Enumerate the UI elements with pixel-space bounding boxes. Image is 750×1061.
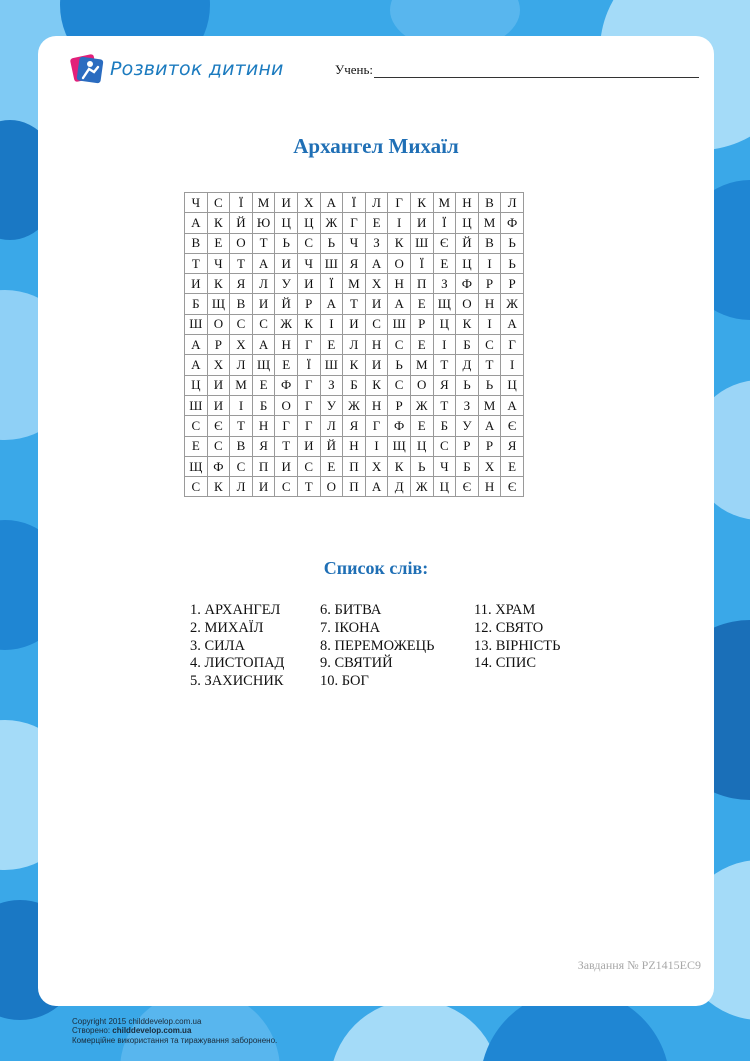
grid-cell[interactable]: К <box>343 355 366 375</box>
grid-cell[interactable]: Ї <box>230 193 253 213</box>
grid-cell[interactable]: Ж <box>320 213 343 233</box>
grid-cell[interactable]: И <box>365 355 388 375</box>
grid-cell[interactable]: Н <box>388 274 411 294</box>
grid-cell[interactable]: П <box>343 456 366 476</box>
grid-cell[interactable]: Щ <box>207 294 230 314</box>
grid-cell[interactable]: Ц <box>275 213 298 233</box>
grid-cell[interactable]: Ч <box>185 193 208 213</box>
grid-cell[interactable]: І <box>478 314 501 334</box>
grid-cell[interactable]: Ж <box>410 477 433 497</box>
grid-cell[interactable]: Р <box>207 335 230 355</box>
grid-cell[interactable]: А <box>365 477 388 497</box>
grid-cell[interactable]: Р <box>388 395 411 415</box>
grid-cell[interactable]: Ч <box>207 253 230 273</box>
grid-cell[interactable]: Ш <box>410 233 433 253</box>
grid-cell[interactable]: Ж <box>343 395 366 415</box>
grid-cell[interactable]: К <box>456 314 479 334</box>
grid-cell[interactable]: Т <box>252 233 275 253</box>
grid-cell[interactable]: Е <box>410 335 433 355</box>
grid-cell[interactable]: Е <box>365 213 388 233</box>
grid-cell[interactable]: Р <box>478 436 501 456</box>
grid-cell[interactable]: И <box>365 294 388 314</box>
grid-cell[interactable]: І <box>230 395 253 415</box>
word-list-column <box>320 602 434 691</box>
grid-cell[interactable]: П <box>252 456 275 476</box>
grid-cell[interactable]: Т <box>297 477 320 497</box>
brand-name: Розвиток дитини <box>110 58 284 80</box>
grid-cell[interactable]: Є <box>456 477 479 497</box>
grid-cell[interactable]: М <box>410 355 433 375</box>
grid-cell[interactable]: С <box>185 416 208 436</box>
grid-cell[interactable]: Ц <box>185 375 208 395</box>
grid-cell[interactable]: Ф <box>456 274 479 294</box>
grid-cell[interactable]: Є <box>207 416 230 436</box>
grid-cell[interactable]: Ь <box>320 233 343 253</box>
grid-cell[interactable]: І <box>433 335 456 355</box>
word-list-column <box>474 602 560 673</box>
grid-cell[interactable]: А <box>388 294 411 314</box>
grid-cell[interactable]: Ч <box>297 253 320 273</box>
grid-cell[interactable]: Е <box>275 355 298 375</box>
child-develop-logo-icon <box>70 52 104 86</box>
grid-cell[interactable]: Т <box>185 253 208 273</box>
grid-cell[interactable]: Е <box>320 456 343 476</box>
grid-cell[interactable]: Е <box>207 233 230 253</box>
grid-cell[interactable]: А <box>320 294 343 314</box>
worksheet-page <box>38 36 714 1006</box>
grid-cell[interactable]: Ь <box>275 233 298 253</box>
grid-cell[interactable]: Б <box>343 375 366 395</box>
grid-cell[interactable]: Т <box>433 395 456 415</box>
word-list-item: 14. СПИС <box>474 655 537 672</box>
grid-cell[interactable]: Е <box>501 456 524 476</box>
grid-cell[interactable]: Я <box>501 436 524 456</box>
grid-cell[interactable]: Я <box>230 274 253 294</box>
grid-row <box>185 416 524 436</box>
grid-cell[interactable]: Ш <box>185 314 208 334</box>
grid-cell[interactable]: Е <box>185 436 208 456</box>
grid-cell[interactable]: К <box>388 456 411 476</box>
brand-logo <box>70 52 284 86</box>
grid-cell[interactable]: Х <box>365 274 388 294</box>
grid-cell[interactable]: Й <box>275 294 298 314</box>
grid-cell[interactable]: С <box>230 314 253 334</box>
grid-cell[interactable]: П <box>343 477 366 497</box>
grid-cell[interactable]: Ж <box>410 395 433 415</box>
grid-cell[interactable]: Б <box>456 456 479 476</box>
word-list-item: 2. МИХАЇЛ <box>190 619 264 636</box>
grid-cell[interactable]: Х <box>230 335 253 355</box>
grid-cell[interactable]: Н <box>478 294 501 314</box>
grid-row <box>185 193 524 213</box>
grid-cell[interactable]: С <box>252 314 275 334</box>
grid-cell[interactable]: Ф <box>207 456 230 476</box>
grid-cell[interactable]: Г <box>275 416 298 436</box>
grid-cell[interactable]: Ф <box>501 213 524 233</box>
grid-cell[interactable]: К <box>410 193 433 213</box>
word-list-item: 12. СВЯТО <box>474 619 544 636</box>
grid-cell[interactable]: Ь <box>456 375 479 395</box>
grid-cell[interactable]: И <box>275 253 298 273</box>
grid-cell[interactable]: О <box>410 375 433 395</box>
grid-cell[interactable]: С <box>275 477 298 497</box>
grid-cell[interactable]: С <box>478 335 501 355</box>
grid-cell[interactable]: Б <box>433 416 456 436</box>
grid-cell[interactable]: Н <box>365 395 388 415</box>
grid-cell[interactable]: Ф <box>388 416 411 436</box>
grid-cell[interactable]: П <box>410 274 433 294</box>
grid-cell[interactable]: Г <box>297 395 320 415</box>
grid-row <box>185 335 524 355</box>
grid-cell[interactable]: А <box>185 213 208 233</box>
footer-created <box>72 1026 277 1035</box>
grid-cell[interactable]: Д <box>388 477 411 497</box>
grid-cell[interactable]: Е <box>320 335 343 355</box>
grid-cell[interactable]: Ь <box>388 355 411 375</box>
grid-cell[interactable]: С <box>297 233 320 253</box>
grid-cell[interactable]: Н <box>365 335 388 355</box>
grid-cell[interactable]: Г <box>297 335 320 355</box>
grid-cell[interactable]: З <box>433 274 456 294</box>
grid-cell[interactable]: Б <box>252 395 275 415</box>
page-title: Архангел Михаїл <box>293 134 459 158</box>
word-list-item: 13. ВІРНІСТЬ <box>474 637 561 654</box>
grid-cell[interactable]: Ї <box>410 253 433 273</box>
grid-cell[interactable]: О <box>320 477 343 497</box>
grid-cell[interactable]: Г <box>365 416 388 436</box>
grid-cell[interactable]: С <box>388 375 411 395</box>
grid-cell[interactable]: Щ <box>185 456 208 476</box>
grid-row <box>185 274 524 294</box>
grid-cell[interactable]: І <box>388 213 411 233</box>
grid-cell[interactable]: Ф <box>275 375 298 395</box>
grid-cell[interactable]: В <box>478 193 501 213</box>
grid-cell[interactable]: А <box>501 395 524 415</box>
grid-cell[interactable]: Ц <box>433 314 456 334</box>
grid-cell[interactable]: З <box>365 233 388 253</box>
word-list-item: 9. СВЯТИЙ <box>320 655 393 672</box>
grid-cell[interactable]: Ч <box>343 233 366 253</box>
grid-row <box>185 294 524 314</box>
footer <box>72 1017 277 1045</box>
grid-cell[interactable]: Д <box>456 355 479 375</box>
grid-cell[interactable]: Є <box>501 416 524 436</box>
grid-row <box>185 456 524 476</box>
grid-cell[interactable]: Й <box>320 436 343 456</box>
grid-cell[interactable]: Л <box>343 335 366 355</box>
student-label: Учень: <box>335 62 374 77</box>
grid-cell[interactable]: Л <box>230 477 253 497</box>
grid-cell[interactable]: И <box>207 375 230 395</box>
grid-row <box>185 253 524 273</box>
grid-cell[interactable]: М <box>343 274 366 294</box>
grid-cell[interactable]: О <box>388 253 411 273</box>
grid-cell[interactable]: К <box>388 233 411 253</box>
grid-cell[interactable]: Є <box>501 477 524 497</box>
footer-notice: Комерційне використання та тиражування заборонено. <box>72 1035 278 1045</box>
grid-cell[interactable]: Ш <box>320 355 343 375</box>
grid-cell[interactable]: Ц <box>297 213 320 233</box>
grid-cell[interactable]: Ц <box>501 375 524 395</box>
grid-cell[interactable]: С <box>207 436 230 456</box>
grid-cell[interactable]: Г <box>297 375 320 395</box>
grid-row <box>185 395 524 415</box>
grid-cell[interactable]: Ч <box>433 456 456 476</box>
grid-row <box>185 355 524 375</box>
grid-cell[interactable]: Р <box>501 274 524 294</box>
grid-cell[interactable]: И <box>275 456 298 476</box>
footer-copyright: Copyright 2015 childdevelop.com.ua <box>72 1017 202 1026</box>
grid-cell[interactable]: Р <box>297 294 320 314</box>
grid-cell[interactable]: О <box>230 233 253 253</box>
grid-cell[interactable]: Б <box>185 294 208 314</box>
grid-cell[interactable]: З <box>456 395 479 415</box>
grid-cell[interactable]: О <box>456 294 479 314</box>
grid-cell[interactable]: Щ <box>252 355 275 375</box>
grid-cell[interactable]: Л <box>230 355 253 375</box>
grid-cell[interactable]: Я <box>433 375 456 395</box>
grid-cell[interactable]: Х <box>478 456 501 476</box>
word-list-item: 11. ХРАМ <box>474 602 536 618</box>
grid-cell[interactable]: И <box>207 395 230 415</box>
grid-cell[interactable]: И <box>297 436 320 456</box>
grid-cell[interactable]: Я <box>343 416 366 436</box>
grid-cell[interactable]: А <box>185 355 208 375</box>
grid-cell[interactable]: Г <box>501 335 524 355</box>
grid-cell[interactable]: Н <box>252 416 275 436</box>
grid-cell[interactable]: З <box>320 375 343 395</box>
grid-cell[interactable]: М <box>252 193 275 213</box>
student-field <box>335 62 699 78</box>
grid-cell[interactable]: Ї <box>320 274 343 294</box>
grid-cell[interactable]: Щ <box>388 436 411 456</box>
grid-cell[interactable]: Р <box>478 274 501 294</box>
grid-cell[interactable]: А <box>320 193 343 213</box>
grid-cell[interactable]: И <box>185 274 208 294</box>
grid-cell[interactable]: Х <box>207 355 230 375</box>
grid-cell[interactable]: М <box>478 213 501 233</box>
grid-cell[interactable]: Т <box>230 416 253 436</box>
grid-cell[interactable]: Ш <box>185 395 208 415</box>
grid-cell[interactable]: Г <box>388 193 411 213</box>
grid-cell[interactable]: М <box>478 395 501 415</box>
bubble <box>330 1000 500 1061</box>
grid-cell[interactable]: У <box>275 274 298 294</box>
grid-cell[interactable]: Т <box>275 436 298 456</box>
grid-cell[interactable]: Т <box>433 355 456 375</box>
student-name-line[interactable] <box>374 65 699 78</box>
grid-cell[interactable]: И <box>252 477 275 497</box>
grid-cell[interactable]: Ц <box>456 253 479 273</box>
grid-cell[interactable]: Р <box>410 314 433 334</box>
grid-cell[interactable]: Т <box>478 355 501 375</box>
grid-cell[interactable]: Ї <box>297 355 320 375</box>
grid-cell[interactable]: А <box>501 314 524 334</box>
grid-cell[interactable]: М <box>433 193 456 213</box>
grid-cell[interactable]: У <box>456 416 479 436</box>
grid-cell[interactable]: В <box>478 233 501 253</box>
grid-cell[interactable]: Ь <box>501 233 524 253</box>
grid-cell[interactable]: Х <box>365 456 388 476</box>
grid-cell[interactable]: А <box>478 416 501 436</box>
grid-cell[interactable]: І <box>501 355 524 375</box>
grid-row <box>185 213 524 233</box>
grid-cell[interactable]: Ї <box>433 213 456 233</box>
grid-cell[interactable]: І <box>478 253 501 273</box>
grid-cell[interactable]: И <box>297 274 320 294</box>
grid-cell[interactable]: М <box>230 375 253 395</box>
grid-cell[interactable]: Н <box>275 335 298 355</box>
grid-cell[interactable]: Ж <box>501 294 524 314</box>
grid-cell[interactable]: И <box>252 294 275 314</box>
footer-created-label: Створено: <box>72 1026 113 1036</box>
grid-cell[interactable]: В <box>230 294 253 314</box>
grid-cell[interactable]: О <box>275 395 298 415</box>
grid-cell[interactable]: Щ <box>433 294 456 314</box>
grid-cell[interactable]: Н <box>343 436 366 456</box>
grid-cell[interactable]: К <box>207 213 230 233</box>
grid-cell[interactable]: В <box>185 233 208 253</box>
word-list-item: 3. СИЛА <box>190 637 245 654</box>
grid-cell[interactable]: Е <box>410 294 433 314</box>
word-list-item: 6. БИТВА <box>320 602 382 618</box>
grid-cell[interactable]: Л <box>320 416 343 436</box>
grid-cell[interactable]: Ж <box>275 314 298 334</box>
grid-cell[interactable]: Т <box>343 294 366 314</box>
grid-cell[interactable]: И <box>343 314 366 334</box>
word-list-item: 1. АРХАНГЕЛ <box>190 602 281 618</box>
grid-cell[interactable]: Є <box>433 233 456 253</box>
grid-cell[interactable]: О <box>207 314 230 334</box>
grid-row <box>185 375 524 395</box>
grid-cell[interactable]: І <box>365 436 388 456</box>
grid-cell[interactable]: Е <box>410 416 433 436</box>
grid-cell[interactable]: А <box>252 335 275 355</box>
grid-cell[interactable]: С <box>207 193 230 213</box>
grid-cell[interactable]: К <box>207 477 230 497</box>
grid-cell[interactable]: Я <box>343 253 366 273</box>
grid-cell[interactable]: С <box>230 456 253 476</box>
word-list-title: Список слів: <box>323 558 429 578</box>
grid-cell[interactable]: С <box>388 335 411 355</box>
grid-cell[interactable]: Ц <box>433 477 456 497</box>
grid-cell[interactable]: И <box>275 193 298 213</box>
grid-cell[interactable]: Ш <box>388 314 411 334</box>
grid-cell[interactable]: И <box>410 213 433 233</box>
grid-cell[interactable]: К <box>207 274 230 294</box>
grid-cell[interactable]: Ц <box>456 213 479 233</box>
grid-cell[interactable]: Ц <box>410 436 433 456</box>
word-list-item: 4. ЛИСТОПАД <box>190 655 285 672</box>
grid-cell[interactable]: Н <box>456 193 479 213</box>
grid-cell[interactable]: К <box>297 314 320 334</box>
grid-cell[interactable]: Е <box>433 253 456 273</box>
grid-cell[interactable]: А <box>365 253 388 273</box>
grid-cell[interactable]: Л <box>252 274 275 294</box>
grid-cell[interactable]: Я <box>252 436 275 456</box>
word-search-grid <box>184 192 524 497</box>
grid-cell[interactable]: Л <box>365 193 388 213</box>
grid-cell[interactable]: Т <box>230 253 253 273</box>
grid-cell[interactable]: І <box>320 314 343 334</box>
grid-cell[interactable]: А <box>252 253 275 273</box>
grid-cell[interactable]: Ю <box>252 213 275 233</box>
grid-cell[interactable]: Й <box>456 233 479 253</box>
grid-cell[interactable]: С <box>433 436 456 456</box>
grid-cell[interactable]: С <box>297 456 320 476</box>
grid-row <box>185 314 524 334</box>
grid-cell[interactable]: А <box>185 335 208 355</box>
grid-row <box>185 233 524 253</box>
grid-row <box>185 436 524 456</box>
grid-cell[interactable]: С <box>185 477 208 497</box>
grid-cell[interactable]: В <box>230 436 253 456</box>
footer-created-link[interactable]: childdevelop.com.ua <box>112 1026 192 1036</box>
word-list-item: 7. ІКОНА <box>320 619 381 636</box>
word-list-column <box>190 602 284 691</box>
grid-cell[interactable]: Л <box>501 193 524 213</box>
grid-cell[interactable]: Х <box>297 193 320 213</box>
grid-cell[interactable]: У <box>320 395 343 415</box>
grid-cell[interactable]: С <box>365 314 388 334</box>
grid-cell[interactable]: Г <box>297 416 320 436</box>
grid-cell[interactable]: Н <box>478 477 501 497</box>
word-list-item: 8. ПЕРЕМОЖЕЦЬ <box>320 637 435 654</box>
grid-cell[interactable]: Ь <box>501 253 524 273</box>
grid-cell[interactable]: Й <box>230 213 253 233</box>
grid-cell[interactable]: Р <box>456 436 479 456</box>
grid-cell[interactable]: Ь <box>410 456 433 476</box>
grid-cell[interactable]: Е <box>252 375 275 395</box>
grid-cell[interactable]: Ь <box>478 375 501 395</box>
grid-cell[interactable]: К <box>365 375 388 395</box>
grid-cell[interactable]: Б <box>456 335 479 355</box>
grid-cell[interactable]: Ї <box>343 193 366 213</box>
task-id: Завдання № PZ1415EC9 <box>577 958 701 972</box>
grid-cell[interactable]: Ш <box>320 253 343 273</box>
grid-cell[interactable]: Г <box>343 213 366 233</box>
word-list-item: 5. ЗАХИСНИК <box>190 673 284 690</box>
word-list-item: 10. БОГ <box>320 673 369 690</box>
grid-row <box>185 477 524 497</box>
